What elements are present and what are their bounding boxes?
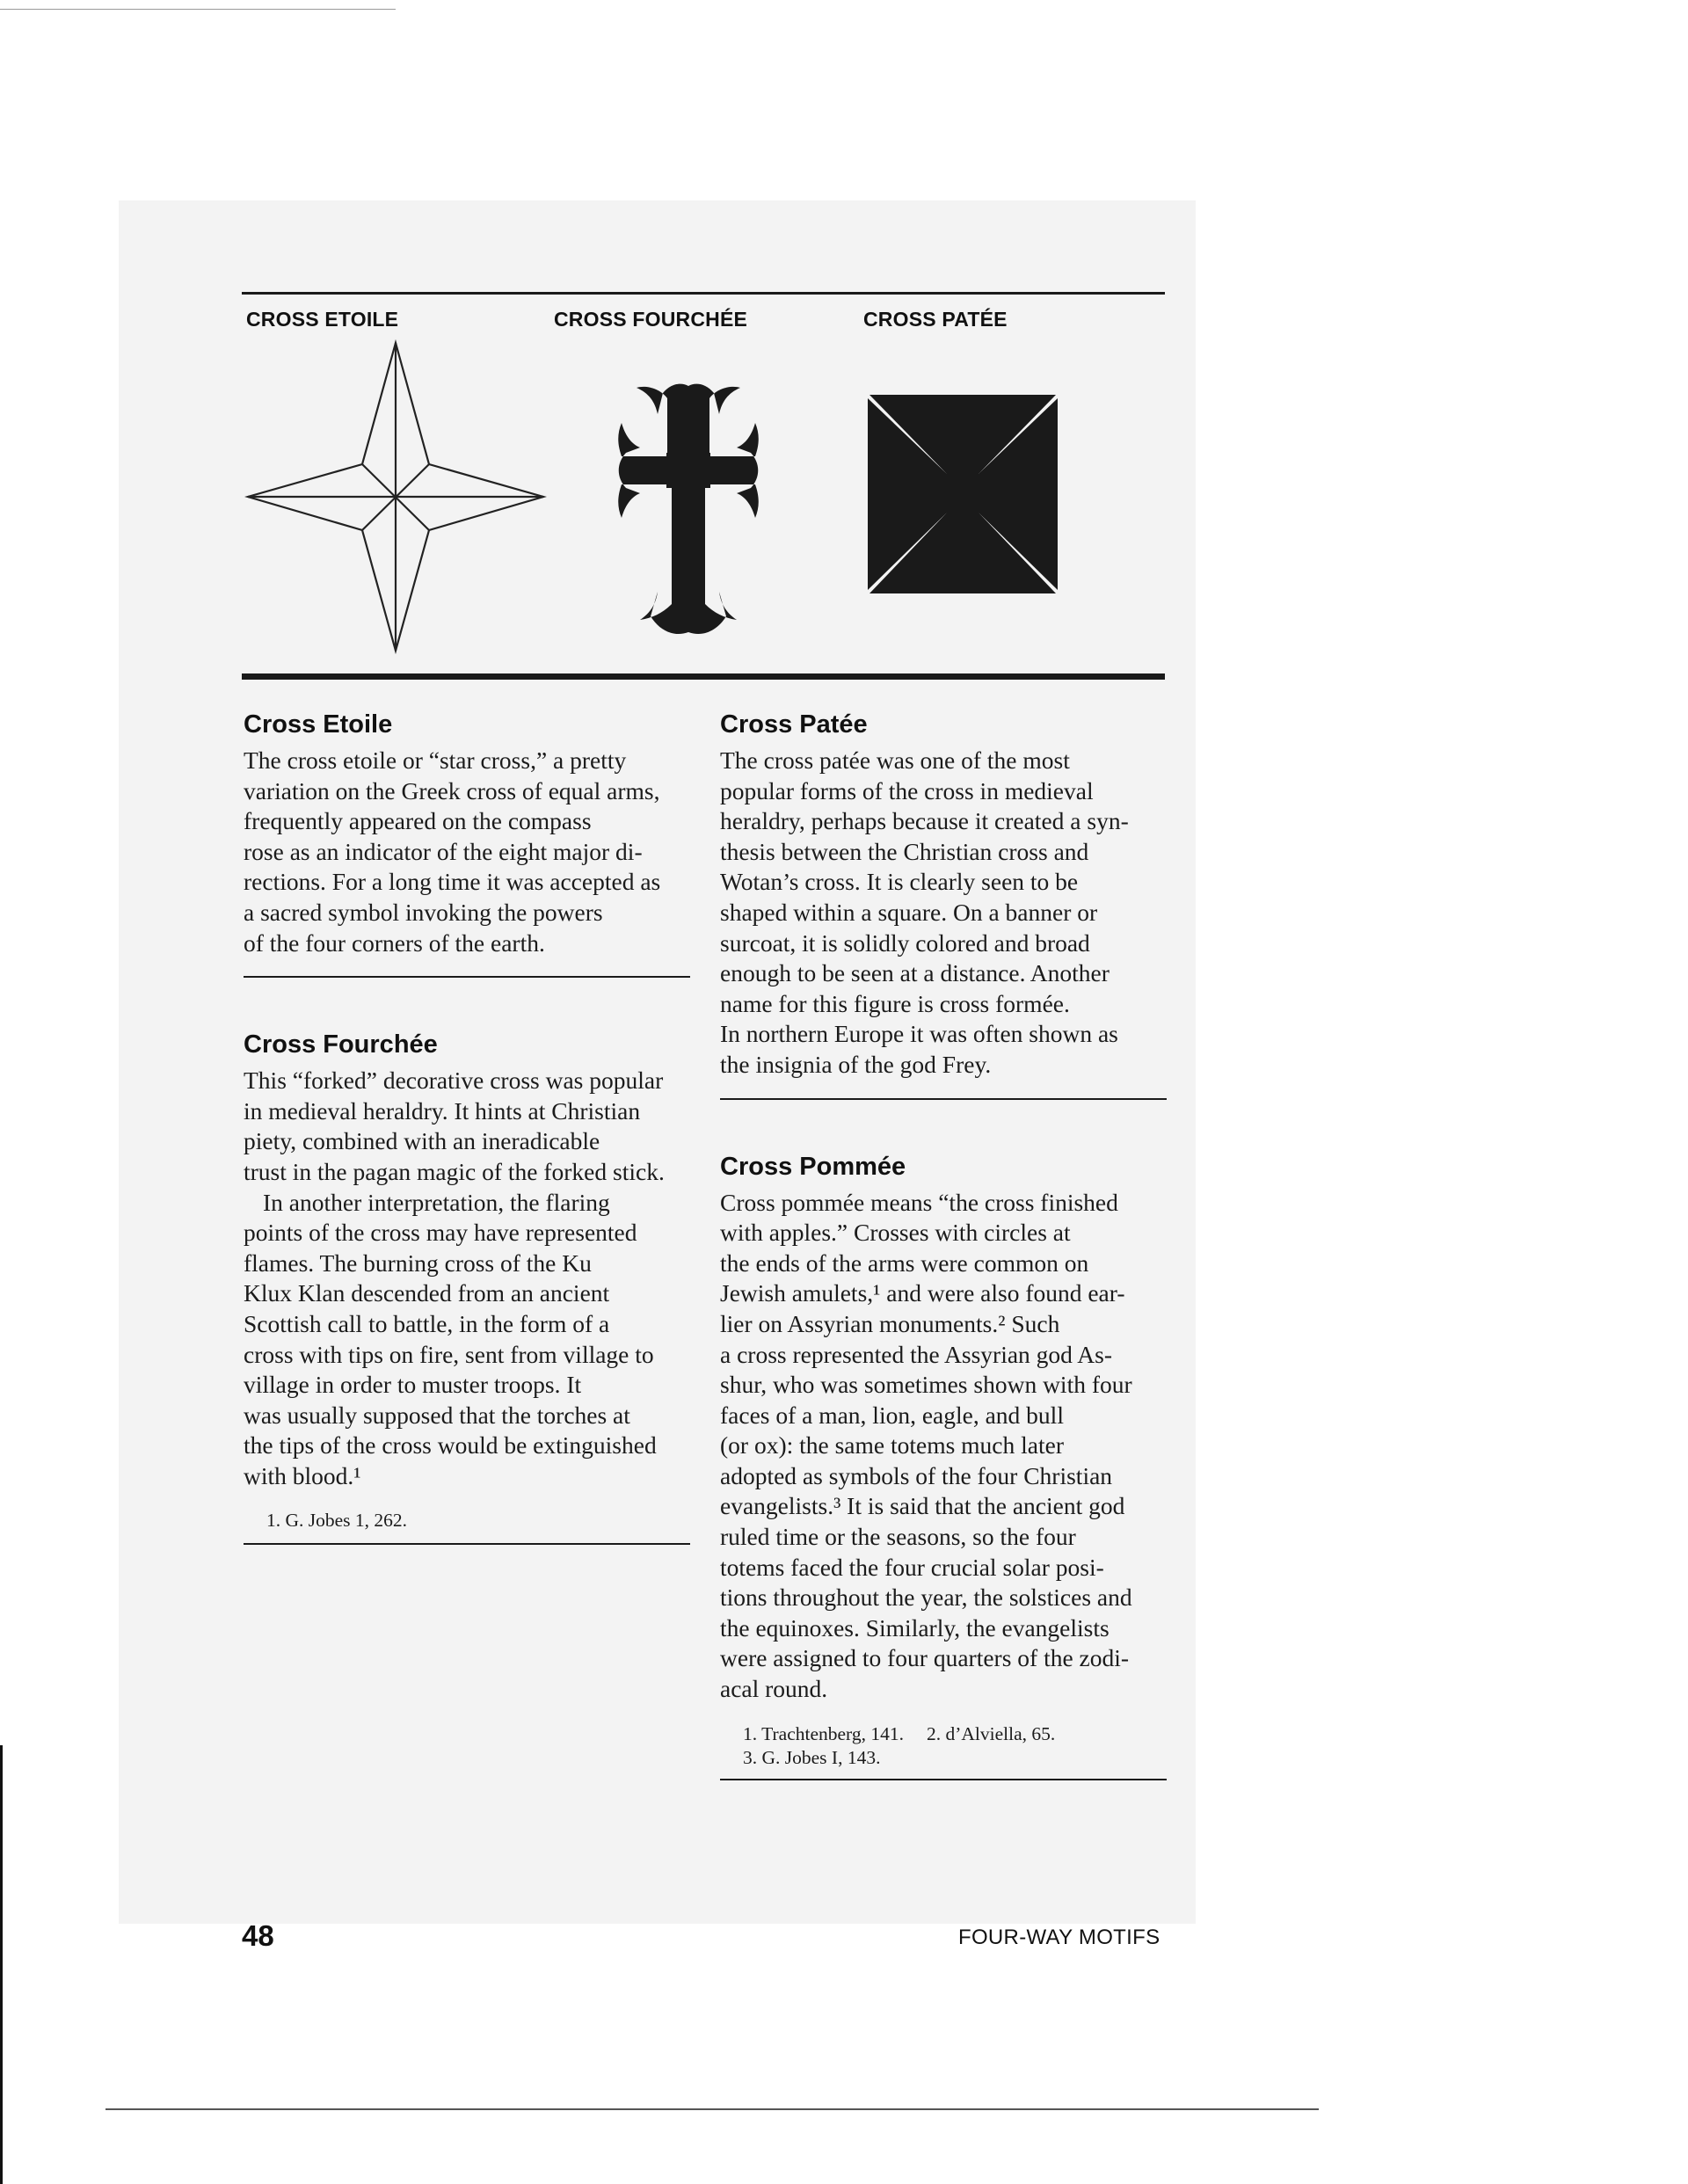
pommee-line: lier on Assyrian monuments.² Such (720, 1309, 1060, 1337)
fourchee-end-rule (244, 1543, 690, 1545)
pommee-end-rule (720, 1779, 1167, 1780)
cross-fourchee-figure (614, 382, 763, 637)
patee-line: popular forms of the cross in medieval (720, 776, 1094, 804)
heading-cross-fourchee: Cross Fourchée (244, 1030, 438, 1059)
pommee-line: evangelists.³ It is said that the ancient god (720, 1492, 1125, 1520)
patee-line: In northern Europe it was often shown as (720, 1020, 1118, 1048)
etoile-line: variation on the Greek cross of equal arms, (244, 776, 660, 804)
patee-line: heraldry, perhaps because it created a syn- (720, 807, 1129, 835)
patee-line: name for this figure is cross formée. (720, 989, 1070, 1017)
fourchee-line: Scottish call to battle, in the form of a (244, 1309, 610, 1337)
patee-line: shaped within a square. On a banner or (720, 898, 1098, 926)
label-cross-patee: CROSS PATÉE (863, 308, 1008, 331)
etoile-line: rections. For a long time it was accepted as (244, 868, 661, 896)
left-column (244, 709, 692, 1545)
etoile-line: a sacred symbol invoking the powers (244, 898, 603, 926)
pommee-line: the ends of the arms were common on (720, 1249, 1089, 1277)
pommee-footnote: 2. d’Alviella, 65. (926, 1722, 1056, 1744)
fourchee-footnotes (244, 1509, 692, 1532)
fourchee-line: In another interpretation, the flaring (263, 1188, 610, 1216)
header-rule (242, 292, 1165, 295)
fourchee-line: This “forked” decorative cross was popular (244, 1067, 664, 1095)
pommee-line: were assigned to four quarters of the zodi- (720, 1644, 1130, 1672)
etoile-line: The cross etoile or “star cross,” a pretty (244, 746, 627, 774)
patee-line: thesis between the Christian cross and (720, 837, 1089, 865)
patee-line: surcoat, it is solidly colored and broad (720, 928, 1090, 957)
fourchee-line: the tips of the cross would be extinguished (244, 1431, 657, 1460)
cross-patee-figure (866, 393, 1059, 595)
fourchee-line: was usually supposed that the torches at (244, 1401, 630, 1429)
patee-end-rule (720, 1098, 1167, 1100)
pommee-line: with apples.” Crosses with circles at (720, 1219, 1071, 1247)
fourchee-line: flames. The burning cross of the Ku (244, 1249, 592, 1277)
patee-line: The cross patée was one of the most (720, 746, 1070, 774)
figures-bottom-rule (242, 673, 1165, 680)
pommee-line: adopted as symbols of the four Christian (720, 1461, 1113, 1489)
pommee-footnotes (720, 1722, 1177, 1770)
pommee-line: a cross represented the Assyrian god As- (720, 1340, 1113, 1368)
patee-line: Wotan’s cross. It is clearly seen to be (720, 868, 1079, 896)
label-cross-fourchee: CROSS FOURCHÉE (554, 308, 748, 331)
fourchee-line: in medieval heraldry. It hints at Christian (244, 1096, 641, 1125)
fourchee-line: Klux Klan descended from an ancient (244, 1279, 610, 1307)
fourchee-line: cross with tips on fire, sent from village to (244, 1340, 654, 1368)
patee-line: the insignia of the god Frey. (720, 1050, 992, 1078)
heading-cross-pommee: Cross Pommée (720, 1152, 906, 1181)
fourchee-line: piety, combined with an ineradicable (244, 1127, 600, 1155)
heading-cross-patee: Cross Patée (720, 710, 868, 739)
scan-left-edge (0, 1745, 3, 2184)
page-number: 48 (242, 1919, 274, 1952)
pommee-line: acal round. (720, 1675, 828, 1703)
fourchee-line: with blood.¹ (244, 1461, 361, 1489)
patee-line: enough to be seen at a distance. Another (720, 959, 1110, 987)
fourchee-line: points of the cross may have represented (244, 1219, 637, 1247)
cross-etoile-figure (237, 339, 554, 655)
pommee-line: Jewish amulets,¹ and were also found ear- (720, 1279, 1125, 1307)
pommee-line: tions throughout the year, the solstices and (720, 1583, 1132, 1612)
label-cross-etoile: CROSS ETOILE (246, 308, 399, 331)
pommee-line: (or ox): the same totems much later (720, 1431, 1064, 1460)
heading-cross-etoile: Cross Etoile (244, 710, 393, 739)
scan-top-edge (0, 9, 396, 10)
scan-bottom-edge (106, 2108, 1319, 2110)
etoile-line: frequently appeared on the compass (244, 807, 592, 835)
pommee-line: ruled time or the seasons, so the four (720, 1523, 1076, 1551)
fourchee-line: village in order to muster troops. It (244, 1371, 582, 1399)
running-footer-title: FOUR-WAY MOTIFS (958, 1926, 1160, 1949)
pommee-footnote: 3. G. Jobes I, 143. (743, 1746, 881, 1768)
pommee-line: totems faced the four crucial solar posi- (720, 1553, 1104, 1581)
pommee-footnote: 1. Trachtenberg, 141. (743, 1722, 904, 1744)
fourchee-line: trust in the pagan magic of the forked stick. (244, 1157, 665, 1185)
etoile-line: of the four corners of the earth. (244, 928, 545, 957)
pommee-line: faces of a man, lion, eagle, and bull (720, 1401, 1064, 1429)
pommee-line: Cross pommée means “the cross finished (720, 1188, 1118, 1216)
pommee-line: shur, who was sometimes shown with four (720, 1371, 1132, 1399)
pommee-line: the equinoxes. Similarly, the evangelists (720, 1613, 1110, 1642)
right-column (720, 709, 1177, 1780)
etoile-line: rose as an indicator of the eight major di- (244, 837, 643, 865)
fourchee-footnote: 1. G. Jobes 1, 262. (266, 1510, 408, 1532)
etoile-end-rule (244, 976, 690, 978)
